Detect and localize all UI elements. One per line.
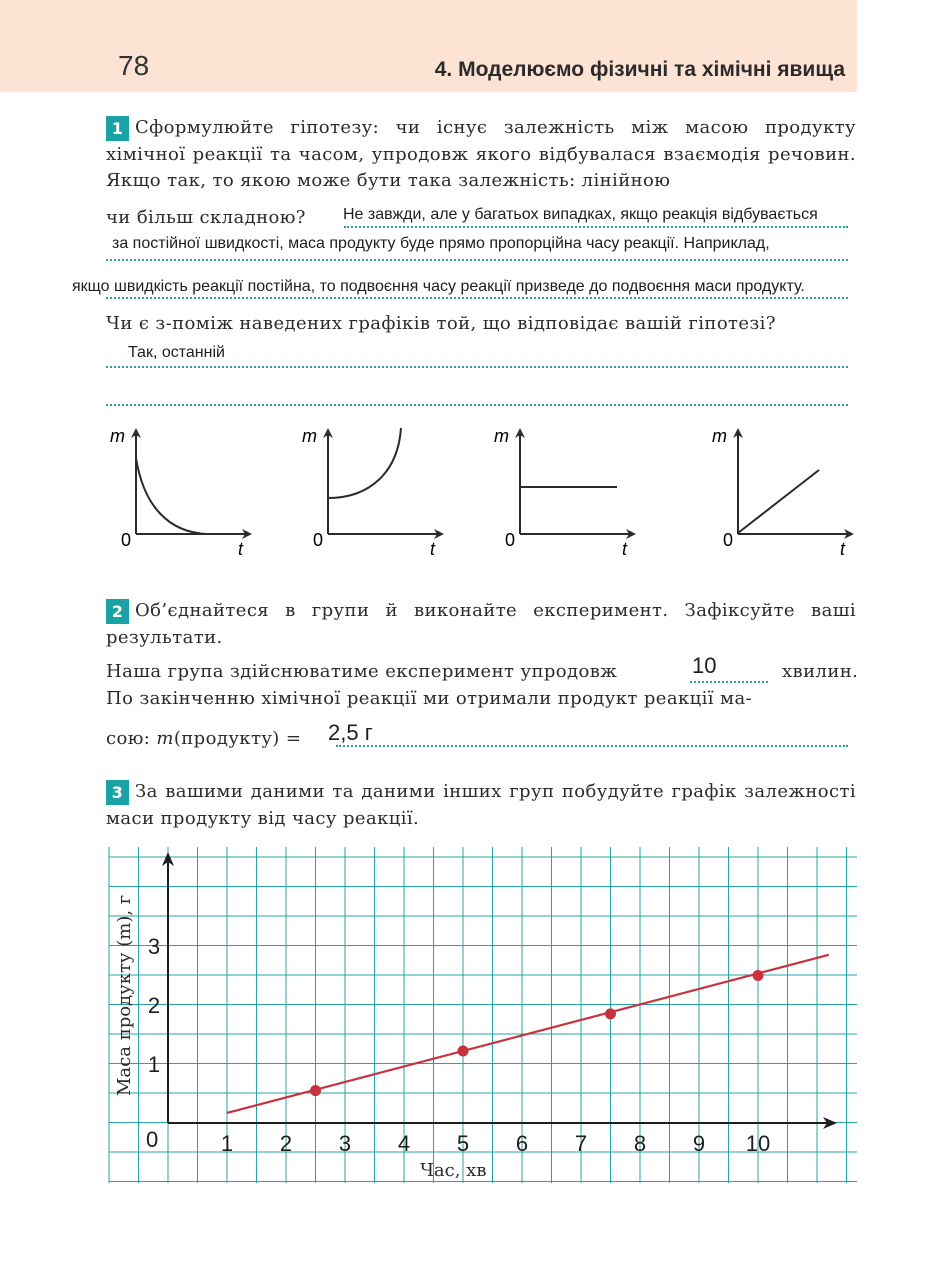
chart-x-tick-label: 6 [515, 1131, 529, 1156]
mini-graph-3-x-label: t [622, 539, 628, 559]
chart-x-tick-label: 4 [397, 1131, 411, 1156]
chart-x-tick-label: 10 [745, 1131, 771, 1156]
mini-graph-1-origin: 0 [121, 530, 132, 550]
task3-badge: 3 [106, 780, 129, 805]
task2-line2: По закінченню хімічної реакції ми отримали продукт реакції ма- [106, 688, 753, 709]
chart-x-tick-label: 1 [220, 1131, 234, 1156]
task2-badge: 2 [106, 599, 129, 624]
chart-x-label: Час, хв [420, 1160, 487, 1181]
task2-mass-answer: 2,5 г [328, 720, 373, 745]
task3-text: 3 За вашими даними та даними інших груп побудуйте графік залежності маси продукту від часу реакції. [106, 781, 856, 829]
task2-text: 2 Об’єднайтеся в групи й виконайте експеримент. Зафіксуйте ваші результати. [106, 600, 856, 648]
task1-text: 1 Сформулюйте гіпотезу: чи існує залежність між масою продукту хімічної реакції та часом, упродовж якого відбувалася взаємодія речовин. Якщо так, то якою може бути така залежність: лінійною [106, 117, 856, 191]
task1-text-end: чи більш складною? [106, 207, 306, 228]
task2-line3: сою: m(продукту) = [106, 728, 302, 749]
task1-answer2: Так, останній [128, 344, 225, 361]
chart-x-tick-label: 2 [279, 1131, 293, 1156]
task1-answer-line1: Не завжди, але у багатьох випадках, якщо реакція відбувається [343, 206, 818, 223]
chart-origin-label: 0 [146, 1127, 159, 1152]
chart-data-point [605, 1008, 616, 1019]
chart-y-tick-label: 1 [147, 1052, 161, 1077]
mini-graph-1-x-label: t [238, 539, 244, 559]
mini-graph-1-y-label: m [110, 426, 125, 446]
mini-graph-4-x-label: t [840, 539, 846, 559]
task1-question2: Чи є з-поміж наведених графіків той, що відповідає вашій гіпотезі? [106, 313, 776, 334]
chart-x-tick-label: 5 [456, 1131, 470, 1156]
task2-duration-answer: 10 [692, 653, 717, 678]
mini-graph-3-origin: 0 [505, 530, 516, 550]
chart-y-tick-label: 2 [147, 993, 161, 1018]
mini-graph-2-y-label: m [302, 426, 317, 446]
task1-badge: 1 [106, 116, 129, 141]
chart-data-point [458, 1046, 469, 1057]
task1-answer-line3: якщо швидкість реакції постійна, то подвоєння часу реакції призведе до подвоєння маси продукту. [72, 278, 805, 295]
mini-graph-3-y-label: m [494, 426, 509, 446]
chart-x-tick-label: 7 [574, 1131, 588, 1156]
mini-graph-4-origin: 0 [723, 530, 734, 550]
chart-y-tick-label: 3 [147, 934, 161, 959]
chart-x-tick-label: 9 [692, 1131, 706, 1156]
mini-graph-2-x-label: t [430, 539, 436, 559]
task1-answer-line2: за постійної швидкості, маса продукту буде прямо пропорційна часу реакції. Наприклад, [112, 235, 770, 252]
mini-graph-4-y-label: m [712, 426, 727, 446]
mini-graph-2-origin: 0 [313, 530, 324, 550]
task2-line1-before: Наша група здійснюватиме експеримент упродовж [106, 661, 618, 682]
chart-y-ticks [148, 934, 160, 1077]
task2-line1-after: хвилин. [782, 661, 859, 682]
chart-x-tick-label: 8 [633, 1131, 647, 1156]
chart-x-tick-label: 3 [338, 1131, 352, 1156]
chapter-title: 4. Моделюємо фізичні та хімічні явища [434, 58, 845, 81]
chart-data-point [753, 970, 764, 981]
page-number: 78 [118, 50, 150, 81]
chart-data-point [310, 1085, 321, 1096]
chart-y-label: Маса продукту (m), г [114, 894, 135, 1096]
